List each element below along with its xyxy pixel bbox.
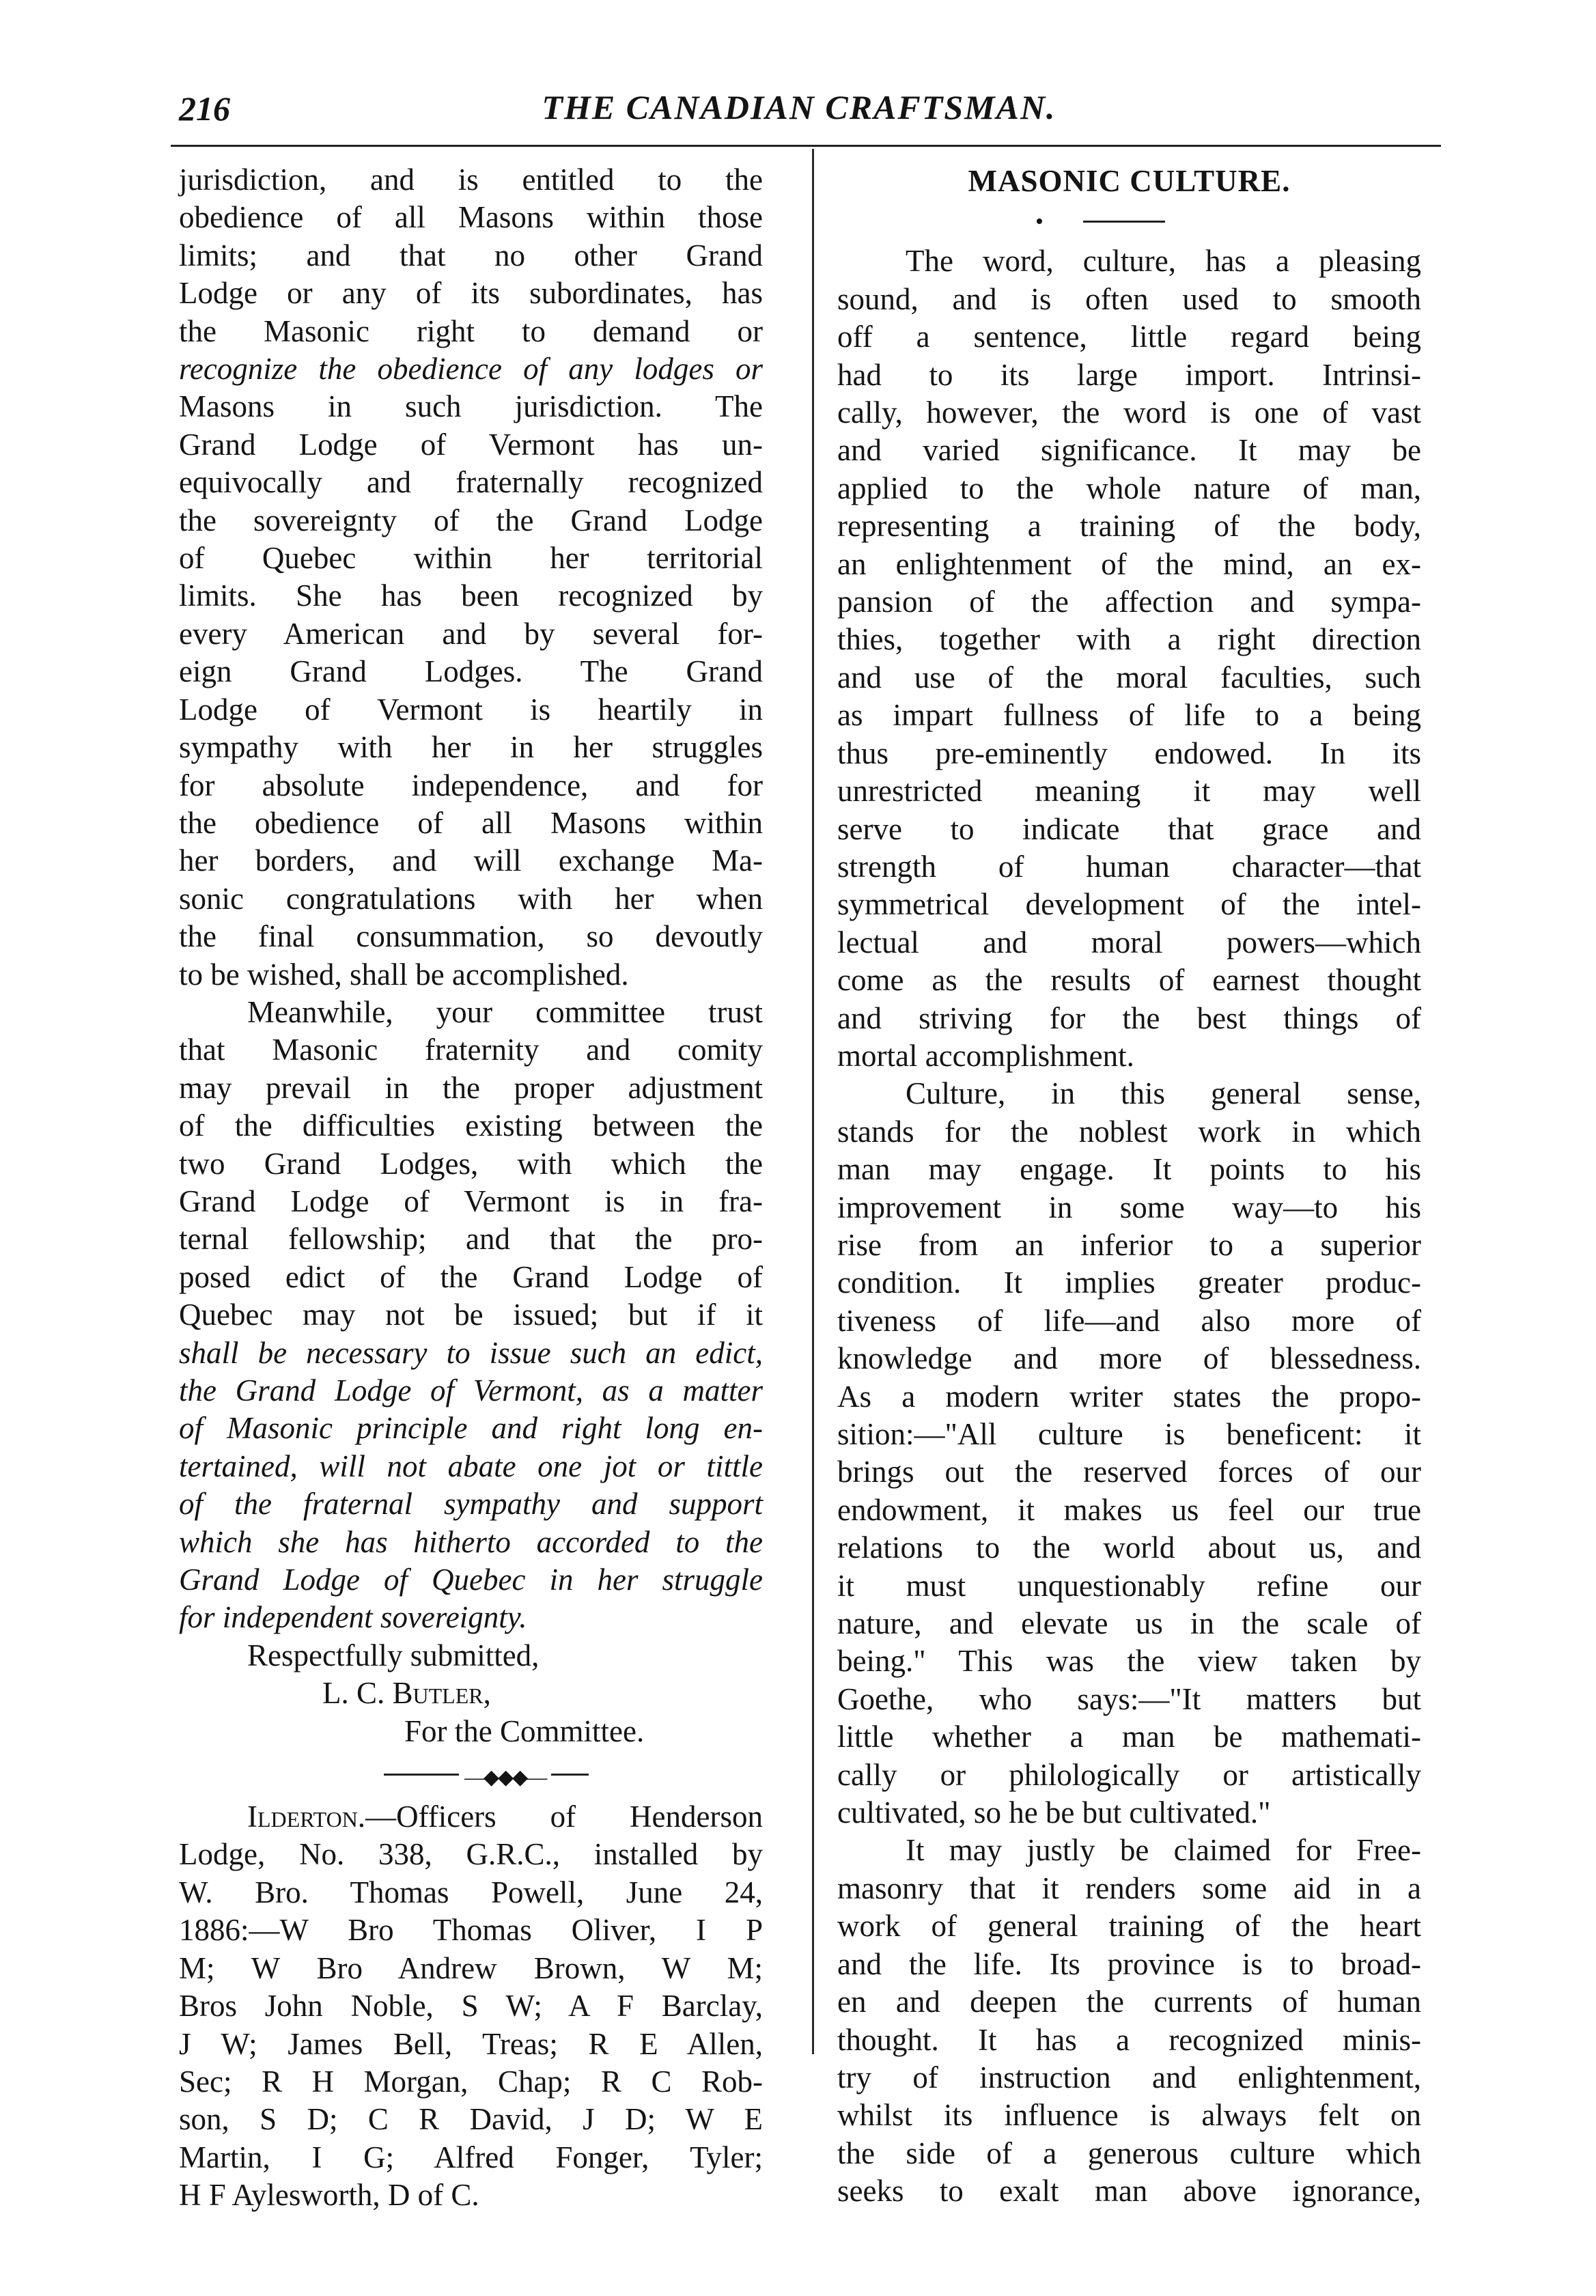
committee-report (179, 161, 763, 1637)
text-line: Culture, in this general sense, (906, 1076, 1421, 1111)
text-line: sympathy with her in her struggles (179, 730, 763, 765)
text-line: obedience of all Masons within those (179, 200, 763, 235)
text-line: for independent sovereignty. (179, 1600, 527, 1635)
text-line: Grand Lodge of Vermont has un- (179, 427, 763, 462)
text-line: tiveness of life—and also more of (837, 1303, 1421, 1338)
dot-ornament-icon: • (1035, 209, 1044, 235)
text-line: lectual and moral powers—which (837, 925, 1421, 960)
text-line: thought. It has a recognized minis- (837, 2022, 1421, 2057)
text-line: tertained, will not abate one jot or tittle (179, 1448, 763, 1483)
text-line: the obedience of all Masons within (179, 805, 763, 840)
text-line: Sec; R H Morgan, Chap; R C Rob- (179, 2064, 763, 2099)
header-rule (171, 145, 1441, 147)
text-line: Grand Lodge of Vermont is in fra- (179, 1184, 763, 1218)
text-line: and use of the moral faculties, such (837, 660, 1421, 695)
text-line: Bros John Noble, S W; A F Barclay, (179, 1989, 763, 2024)
text-line: little whether a man be mathemati- (837, 1720, 1421, 1754)
text-line: cally or philologically or artistically (837, 1757, 1421, 1792)
text-line: condition. It implies greater produc- (837, 1265, 1421, 1300)
right-column (837, 161, 1421, 2211)
text-line: limits; and that no other Grand (179, 238, 763, 272)
text-line: as impart fullness of life to a being (837, 698, 1421, 733)
text-line: relations to the world about us, and (837, 1530, 1421, 1565)
text-line: of Masonic principle and right long en- (179, 1411, 763, 1446)
text-line: Lodge or any of its subordinates, has (179, 276, 763, 311)
text-line: and the life. Its province is to broad- (837, 1946, 1421, 1981)
text-line: off a sentence, little regard being (837, 320, 1421, 354)
text-line: mortal accomplishment. (837, 1038, 1134, 1073)
text-line: the final consummation, so devoutly (179, 919, 763, 954)
text-line: the sovereignty of the Grand Lodge (179, 503, 763, 537)
notice-text: —Officers of Henderson (365, 1800, 763, 1834)
text-line: whilst its influence is always felt on (837, 2098, 1421, 2133)
text-line: Masons in such jurisdiction. The (179, 389, 763, 424)
signature-role: For the Committee. (404, 1713, 645, 1748)
text-line: the Grand Lodge of Vermont, as a matter (179, 1373, 763, 1408)
text-line: ternal fellowship; and that the pro- (179, 1222, 763, 1257)
article-title: MASONIC CULTURE. (968, 164, 1291, 198)
text-line: H F Aylesworth, D of C. (179, 2178, 479, 2213)
page-number: 216 (179, 89, 230, 128)
text-line: her borders, and will exchange Ma- (179, 843, 763, 878)
text-line: of the difficulties existing between the (179, 1108, 763, 1143)
divider-line (1083, 221, 1165, 223)
text-line: As a modern writer states the propo- (837, 1379, 1421, 1414)
text-line: shall be necessary to issue such an edict, (179, 1335, 763, 1370)
text-line: work of general training of the heart (837, 1909, 1421, 1944)
text-line: W. Bro. Thomas Powell, June 24, (179, 1875, 763, 1909)
text-line (179, 1798, 763, 1836)
text-line: representing a training of the body, (837, 509, 1421, 544)
text-line: sound, and is often used to smooth (837, 281, 1421, 316)
title-divider (837, 200, 1421, 242)
text-line: of the fraternal sympathy and support (179, 1487, 763, 1522)
text-line: being." This was the view taken by (837, 1644, 1421, 1679)
text-line: recognize the obedience of any lodges or (179, 352, 763, 387)
text-line: pansion of the affection and sympa- (837, 585, 1421, 619)
text-line: serve to indicate that grace and (837, 811, 1421, 846)
text-line: Lodge of Vermont is heartily in (179, 692, 763, 727)
text-line: Lodge, No. 338, G.R.C., installed by (179, 1837, 763, 1872)
text-line: two Grand Lodges, with which the (179, 1146, 763, 1181)
text-line: the Masonic right to demand or (179, 313, 763, 348)
text-line: limits. She has been recognized by (179, 578, 763, 613)
text-line: rise from an inferior to a superior (837, 1227, 1421, 1262)
text-line: son, S D; C R David, J D; W E (179, 2102, 763, 2137)
text-line: equivocally and fraternally recognized (179, 465, 763, 500)
section-divider (179, 1750, 763, 1798)
signature-closing: Respectfully submitted, (247, 1638, 540, 1672)
text-line: sonic congratulations with her when (179, 881, 763, 916)
text-line: that Masonic fraternity and comity (179, 1033, 763, 1067)
text-line: to be wished, shall be accomplished. (179, 957, 629, 992)
text-line: Martin, I G; Alfred Fonger, Tyler; (179, 2140, 763, 2174)
divider-ornament-icon: —◆◆◆— (459, 1759, 551, 1796)
text-line: unrestricted meaning it may well (837, 774, 1421, 809)
text-line: of Quebec within her territorial (179, 541, 763, 576)
text-line: Quebec may not be issued; but if it (179, 1298, 763, 1332)
text-line: thus pre-eminently endowed. In its (837, 736, 1421, 770)
text-line: and varied significance. It may be (837, 433, 1421, 468)
text-line: cally, however, the word is one of vast (837, 395, 1421, 430)
text-line: Goethe, who says:—"It matters but (837, 1681, 1421, 1716)
text-line: knowledge and more of blessedness. (837, 1341, 1421, 1376)
left-column (179, 161, 763, 2215)
text-line: The word, culture, has a pleasing (906, 244, 1421, 279)
text-line: thies, together with a right direction (837, 622, 1421, 657)
text-line: had to its large import. Intrinsi- (837, 357, 1421, 392)
text-line: applied to the whole nature of man, (837, 471, 1421, 505)
lodge-notice (179, 1798, 763, 2214)
signature-name: L. C. Butler, (322, 1676, 491, 1711)
text-line: en and deepen the currents of human (837, 1985, 1421, 2019)
text-line: it must unquestionably refine our (837, 1568, 1421, 1603)
text-line: jurisdiction, and is entitled to the (179, 163, 763, 197)
text-line: Grand Lodge of Quebec in her struggle (179, 1563, 763, 1597)
text-line: It may justly be claimed for Free- (906, 1833, 1421, 1868)
text-line: brings out the reserved forces of our (837, 1455, 1421, 1489)
text-line: M; W Bro Andrew Brown, W M; (179, 1950, 763, 1985)
text-line: the side of a generous culture which (837, 2136, 1421, 2170)
text-line: symmetrical development of the intel- (837, 887, 1421, 922)
notice-place: Ilderton. (247, 1800, 366, 1834)
text-line: cultivated, so he be but cultivated." (837, 1795, 1271, 1830)
text-line: strength of human character—that (837, 849, 1421, 884)
text-line: try of instruction and enlightenment, (837, 2060, 1421, 2095)
text-line: posed edict of the Grand Lodge of (179, 1259, 763, 1294)
text-line: masonry that it renders some aid in a (837, 1871, 1421, 1905)
text-line: and striving for the best things of (837, 1000, 1421, 1035)
signature-block (179, 1637, 763, 1750)
column-divider (812, 149, 814, 2054)
article-body (837, 242, 1421, 2210)
text-line: may prevail in the proper adjustment (179, 1070, 763, 1105)
running-title: THE CANADIAN CRAFTSMAN. (542, 88, 1056, 126)
text-line: endowment, it makes us feel our true (837, 1492, 1421, 1527)
text-line: come as the results of earnest thought (837, 963, 1421, 998)
text-line: 1886:—W Bro Thomas Oliver, I P (179, 1913, 763, 1948)
text-line: sition:—"All culture is beneficent: it (837, 1417, 1421, 1451)
text-line: seeks to exalt man above ignorance, (837, 2174, 1421, 2209)
text-line: eign Grand Lodges. The Grand (179, 654, 763, 689)
text-line: every American and by several for- (179, 616, 763, 651)
text-line: for absolute independence, and for (179, 768, 763, 802)
text-line: which she has hitherto accorded to the (179, 1524, 763, 1559)
text-line: Meanwhile, your committee trust (247, 994, 763, 1029)
text-line: J W; James Bell, Treas; R E Allen, (179, 2026, 763, 2061)
text-line: stands for the noblest work in which (837, 1114, 1421, 1149)
text-line: man may engage. It points to his (837, 1152, 1421, 1187)
text-line: nature, and elevate us in the scale of (837, 1606, 1421, 1641)
text-line: improvement in some way—to his (837, 1190, 1421, 1224)
text-line: an enlightenment of the mind, an ex- (837, 546, 1421, 581)
